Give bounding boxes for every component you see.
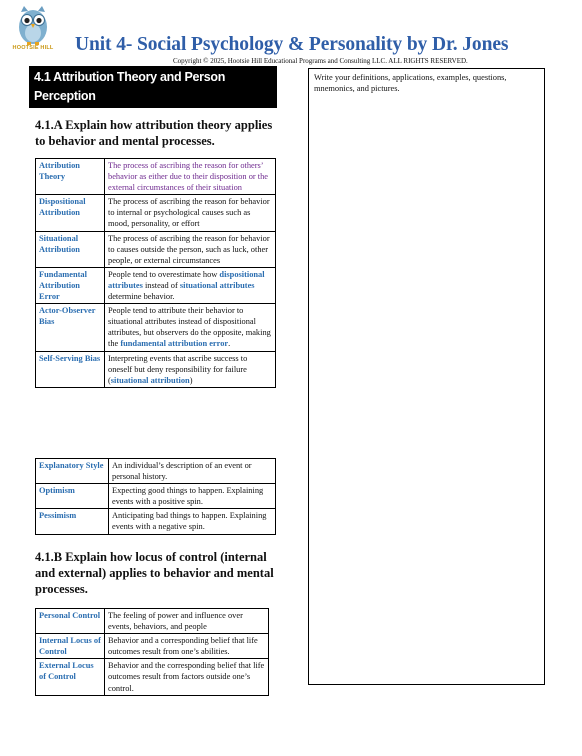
term-cell: Pessimism xyxy=(36,509,109,534)
definition-text: Interpreting events that ascribe success to oneself but deny responsibility for failure ( xyxy=(108,353,248,385)
definition-cell: Expecting good things to happen. Explaining events with a positive spin. xyxy=(109,484,276,509)
term-cell: Dispositional Attribution xyxy=(36,195,105,231)
definition-cell: Anticipating bad things to happen. Explaining events with a negative spin. xyxy=(109,509,276,534)
term-cell: Personal Control xyxy=(36,609,105,634)
term-cell: Self-Serving Bias xyxy=(36,351,105,387)
highlighted-term: situational attributes xyxy=(179,280,255,290)
definition-cell: The feeling of power and influence over events, behaviors, and people xyxy=(105,609,269,634)
owl-icon xyxy=(5,6,61,46)
term-cell: Actor-Observer Bias xyxy=(36,304,105,351)
definition-cell: The process of ascribing the reason for behavior to causes outside the person, such as luck, other people, or external circumstances xyxy=(105,231,276,267)
objective-heading-a: 4.1.A Explain how attribution theory applies to behavior and mental processes. xyxy=(35,118,273,148)
table-row xyxy=(36,609,269,634)
definition-text: . xyxy=(228,339,231,349)
definition-text: People tend to attribute their behavior to situational attributes instead of dispositional attributes, but observers do the opposite, making the xyxy=(108,306,271,349)
definition-cell: An individual’s description of an event or personal history. xyxy=(109,459,276,484)
highlighted-term: dispositional attributes xyxy=(108,269,265,290)
table-row xyxy=(36,159,276,195)
table-row xyxy=(36,459,276,484)
definition-cell xyxy=(105,304,276,351)
definition-cell: Behavior and a corresponding belief that life outcomes result from one’s abilities. xyxy=(105,634,269,659)
definition-text: determine behavior. xyxy=(108,292,175,302)
table-row xyxy=(36,634,269,659)
term-cell: Situational Attribution xyxy=(36,231,105,267)
term-cell: Explanatory Style xyxy=(36,459,109,484)
term-cell: Fundamental Attribution Error xyxy=(36,267,105,303)
table-row xyxy=(36,484,276,509)
definition-text: instead of xyxy=(142,280,180,290)
section-heading: 4.1 Attribution Theory and Person Perception xyxy=(29,66,277,108)
term-cell: External Locus of Control xyxy=(36,659,105,695)
term-cell: Attribution Theory xyxy=(36,159,105,195)
definition-cell: The process of ascribing the reason for behavior to internal or psychological causes such as mood, personality, or effort xyxy=(105,195,276,231)
table-row xyxy=(36,267,276,303)
definition-cell xyxy=(105,351,276,387)
table-row xyxy=(36,195,276,231)
copyright-notice: Copyright © 2025, Hootsie Hill Educational Programs and Consulting LLC. ALL RIGHTS RESERVED. xyxy=(173,57,468,65)
table-row xyxy=(36,351,276,387)
definition-cell: The process of ascribing the reason for others’ behavior as either due to their disposition or the external circumstances of their situation xyxy=(105,159,276,195)
owl-logo xyxy=(5,6,61,56)
table-row xyxy=(36,659,269,695)
objective-heading-b: 4.1.B Explain how locus of control (internal and external) applies to behavior and mental processes. xyxy=(35,550,274,596)
table-row xyxy=(36,231,276,267)
table-row xyxy=(36,304,276,351)
definition-text: People tend to overestimate how xyxy=(108,269,220,279)
page-title: Unit 4- Social Psychology & Personality by Dr. Jones xyxy=(75,34,509,55)
highlighted-term: situational attribution xyxy=(110,375,190,385)
logo-text: HOOTSIE HILL xyxy=(12,45,54,51)
definition-cell xyxy=(105,267,276,303)
locus-of-control-table xyxy=(35,608,269,696)
notes-prompt: Write your definitions, applications, examples, questions, mnemonics, and pictures. xyxy=(314,73,507,93)
definition-text: ) xyxy=(189,375,193,385)
explanatory-style-table xyxy=(35,458,276,535)
attribution-table xyxy=(35,158,276,388)
table-row xyxy=(36,509,276,534)
highlighted-term: fundamental attribution error xyxy=(120,339,229,349)
term-cell: Internal Locus of Control xyxy=(36,634,105,659)
notes-box[interactable] xyxy=(308,68,545,685)
definition-cell: Behavior and the corresponding belief that life outcomes result from factors outside one’s control. xyxy=(105,659,269,695)
term-cell: Optimism xyxy=(36,484,109,509)
